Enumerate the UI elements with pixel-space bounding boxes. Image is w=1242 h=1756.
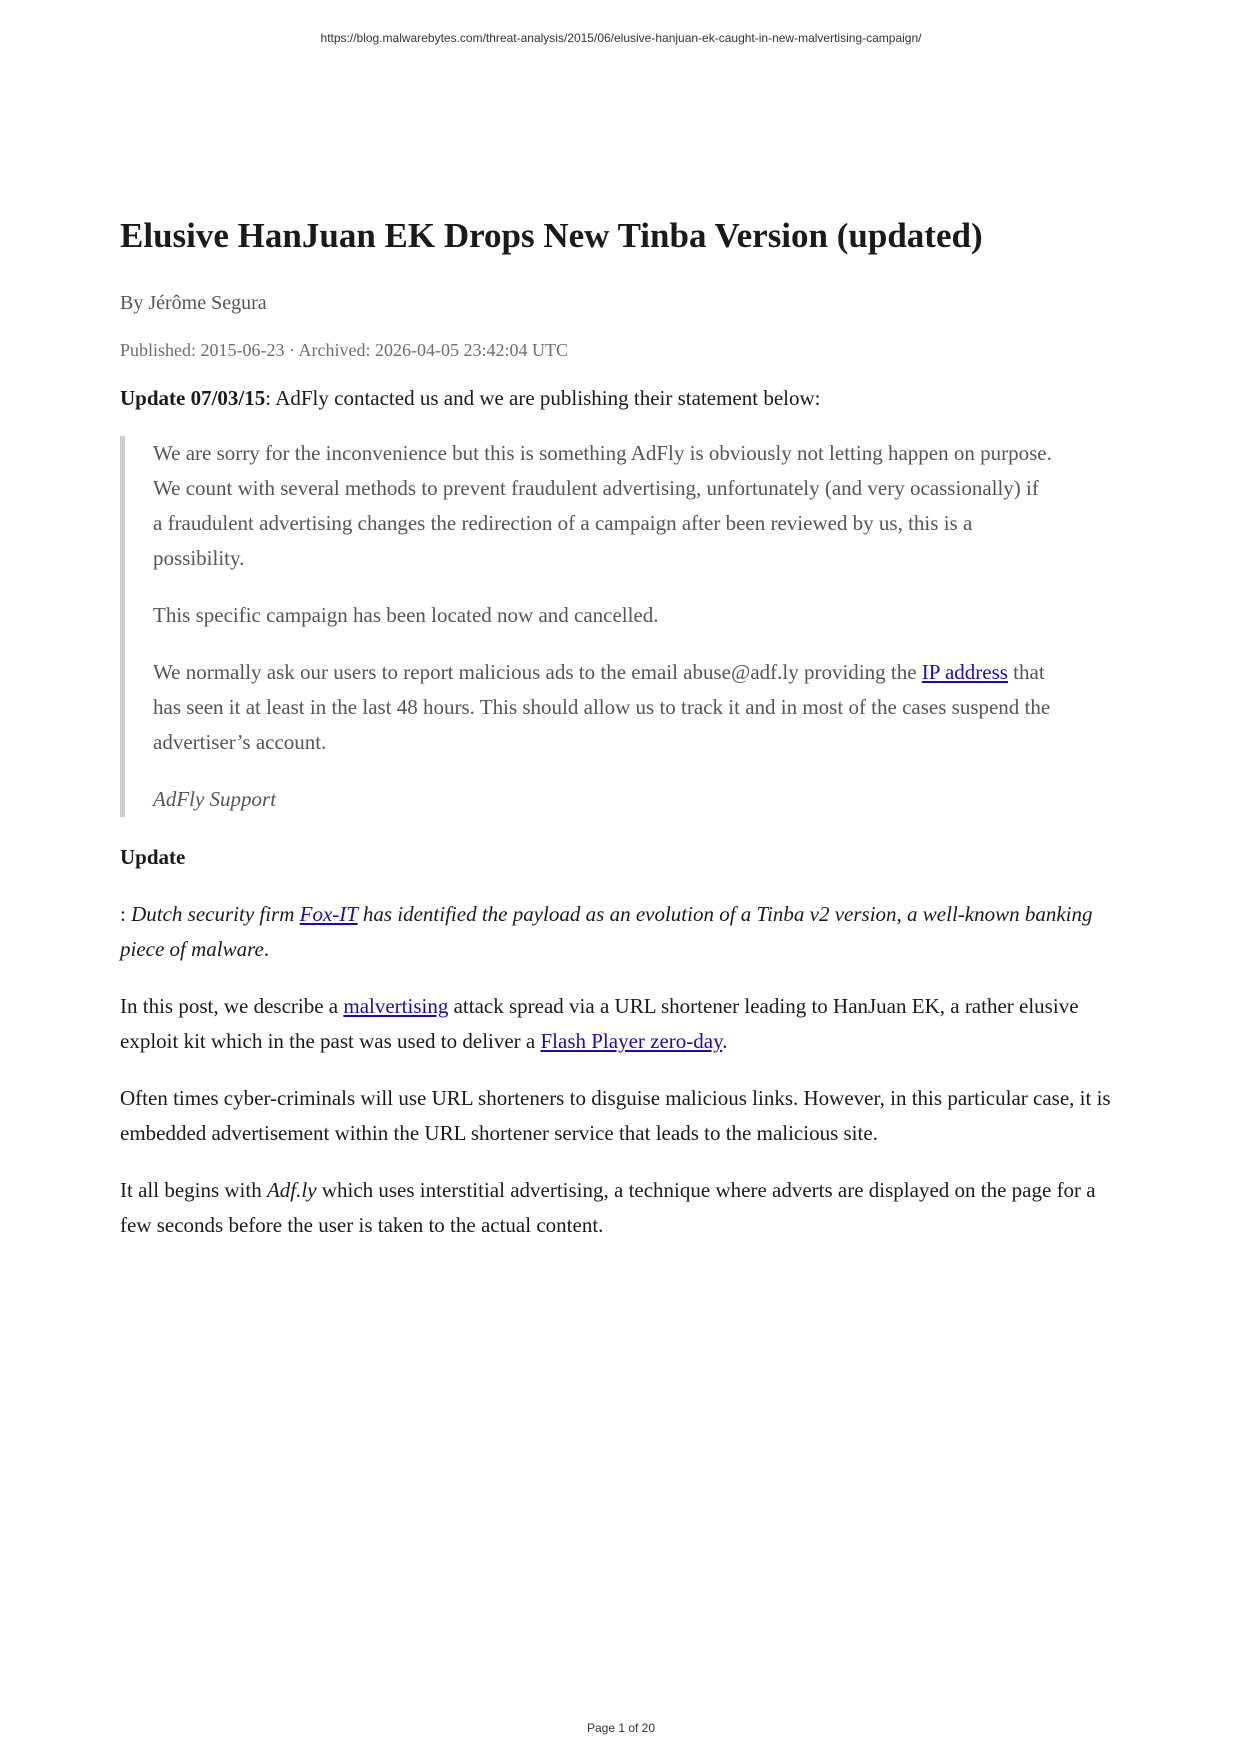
- foxit-paragraph: [120, 897, 1130, 967]
- url-shortener-paragraph: Often times cyber-criminals will use URL shorteners to disguise malicious links. However, in this particular case, it is embedded advertisement within the URL shortener service that leads to the malicious site.: [120, 1086, 1111, 1145]
- foxit-end: .: [263, 937, 270, 961]
- article: [120, 212, 1130, 1243]
- intro-before: In this post, we describe a: [120, 994, 344, 1018]
- update-paragraph: [120, 381, 1130, 416]
- foxit-colon: :: [120, 902, 132, 926]
- article-title: Elusive HanJuan EK Drops New Tinba Version (updated): [120, 216, 983, 255]
- foxit-after: has identified the payload as an evolution of a Tinba v2 version, a well-known banking piece of malware: [120, 902, 1093, 961]
- publish-meta: Published: 2015-06-23 · Archived: 2026-04-05 23:42:04 UTC: [120, 340, 568, 360]
- quote-signature: [153, 782, 1053, 817]
- quote-p3-after: that has seen it at least in the last 48 hours. This should allow us to track it and in most of the cases suspend the advertiser’s account.: [153, 660, 1051, 754]
- update-text: : AdFly contacted us and we are publishing their statement below:: [265, 386, 821, 410]
- intro-paragraph: [120, 989, 1130, 1059]
- author-byline: By Jérôme Segura: [120, 292, 267, 314]
- ip-address-link[interactable]: IP address: [921, 660, 1008, 684]
- update-heading: Update: [120, 845, 186, 869]
- page-url-header: https://blog.malwarebytes.com/threat-analysis/2015/06/elusive-hanjuan-ek-caught-in-new-malvertising-campaign/: [320, 31, 922, 45]
- adfly-paragraph: [120, 1173, 1130, 1243]
- fox-it-link[interactable]: Fox-IT: [299, 902, 358, 926]
- update-label: Update 07/03/15: [120, 386, 266, 410]
- flash-zero-day-link[interactable]: Flash Player zero-day: [540, 1029, 723, 1053]
- adfly-statement-quote: [120, 436, 1053, 817]
- foxit-before: Dutch security firm: [131, 902, 300, 926]
- quote-p3-before: We normally ask our users to report malicious ads to the email abuse@adf.ly providing the: [153, 660, 922, 684]
- malvertising-link[interactable]: malvertising: [343, 994, 449, 1018]
- adfly-name: Adf.ly: [266, 1178, 317, 1202]
- intro-middle: attack spread via a URL shortener leading to HanJuan EK, a rather elusive exploit kit which in the past was used to deliver a: [120, 994, 1079, 1053]
- quote-paragraph-3: [153, 655, 1053, 760]
- intro-end: .: [722, 1029, 728, 1053]
- page-number: Page 1 of 20: [586, 1721, 656, 1735]
- adfly-after: which uses interstitial advertising, a technique where adverts are displayed on the page for a few seconds before the user is taken to the actual content.: [120, 1178, 1096, 1237]
- quote-paragraph-2: This specific campaign has been located now and cancelled.: [153, 603, 659, 627]
- quote-signature-text: AdFly Support: [153, 787, 277, 811]
- adfly-before: It all begins with: [120, 1178, 267, 1202]
- quote-paragraph-1: We are sorry for the inconvenience but this is something AdFly is obviously not letting happen on purpose. We count with several methods to prevent fraudulent advertising, unfortunately (and very ocassionally) if a fraudulent advertising changes the redirection of a campaign after been reviewed by us, this is a possibility.: [153, 441, 1052, 570]
